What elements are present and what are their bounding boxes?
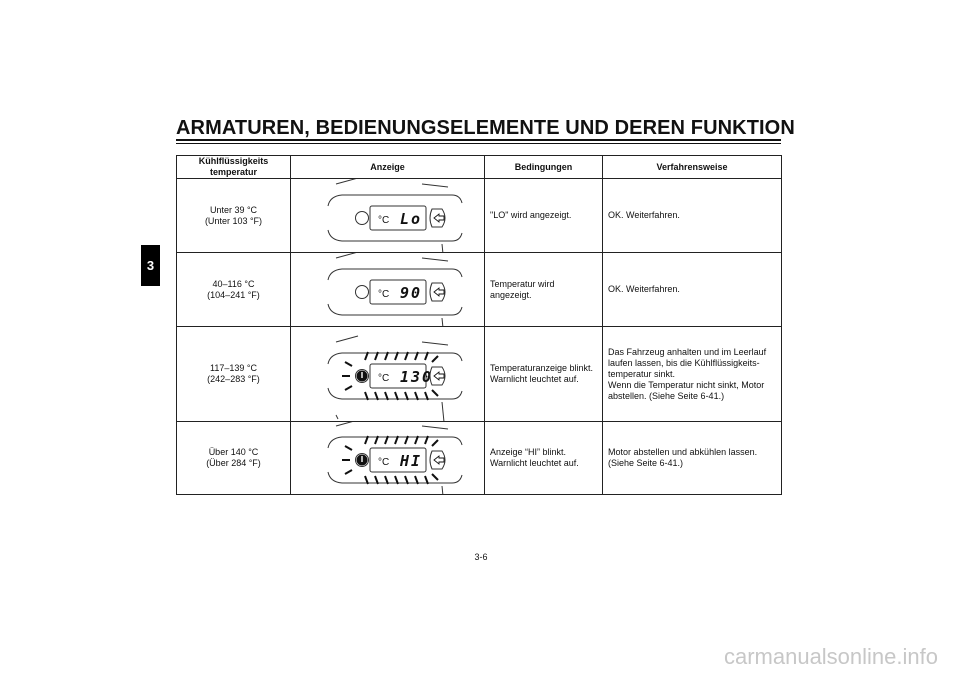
- lcd-reading: HI: [400, 452, 423, 470]
- blink-ray: [345, 386, 352, 390]
- table-row: [177, 327, 782, 422]
- cell-condition: [485, 179, 603, 253]
- cell-procedure: [603, 179, 782, 253]
- page-number: 3-6: [474, 552, 488, 562]
- header-procedure: Verfahrensweise: [603, 156, 782, 179]
- blink-ray: [345, 446, 352, 450]
- lcd-reading: Lo: [400, 210, 423, 228]
- blink-ray: [345, 362, 352, 366]
- cell-procedure: [603, 253, 782, 327]
- mode-button: [430, 451, 445, 469]
- arrow-left-icon: [434, 456, 444, 464]
- header-display: Anzeige: [291, 156, 485, 179]
- cell-procedure: [603, 422, 782, 495]
- housing-edge-line: [422, 258, 448, 261]
- condition-line: Temperatur wird angezeigt.: [490, 278, 555, 300]
- cell-temperature: [177, 327, 291, 422]
- mode-button: [430, 209, 445, 227]
- procedure-line: laufen lassen, bis die Kühlflüssigkeits-: [608, 357, 760, 368]
- procedure-line: OK. Weiterfahren.: [608, 210, 680, 220]
- cell-procedure: [603, 327, 782, 422]
- header-temperature-line: Kühlflüssigkeits: [198, 156, 269, 166]
- cell-temperature: [177, 179, 291, 253]
- lcd-reading: 130: [400, 368, 434, 386]
- temperature-display-illustration: [296, 253, 490, 326]
- temperature-line: (Über 284 °F): [206, 458, 261, 468]
- warning-lamp: [356, 212, 369, 225]
- cell-temperature: [177, 253, 291, 327]
- housing-edge-line: [422, 342, 448, 345]
- cell-condition: [485, 253, 603, 327]
- condition-line: Warnlicht leuchtet auf.: [490, 458, 579, 468]
- housing-edge-line: [336, 422, 358, 426]
- coolant-temperature-table: [176, 155, 782, 495]
- procedure-line: Motor abstellen und abkühlen lassen.: [608, 447, 758, 457]
- cell-temperature: [177, 422, 291, 495]
- housing-edge-line: [336, 179, 358, 184]
- blink-ray: [432, 440, 438, 446]
- table-row: [177, 179, 782, 253]
- temperature-line: Unter 39 °C: [209, 204, 258, 215]
- arrow-left-icon: [434, 288, 444, 296]
- display-housing-top: [328, 269, 462, 280]
- table-row: [177, 422, 782, 495]
- arrow-left-icon: [434, 372, 444, 380]
- display-housing-bottom: [328, 230, 462, 241]
- chapter-tab: 3: [141, 245, 160, 286]
- cell-condition: [485, 422, 603, 495]
- procedure-line: Das Fahrzeug anhalten und im Leerlauf: [608, 346, 767, 357]
- housing-edge-line: [442, 318, 444, 326]
- housing-edge-line: [422, 184, 448, 187]
- header-condition: Bedingungen: [485, 156, 603, 179]
- blink-ray: [432, 474, 438, 480]
- housing-edge-line: [442, 402, 444, 421]
- lcd-unit: °C: [378, 457, 390, 468]
- cell-condition: [485, 327, 603, 422]
- temperature-display-illustration: [296, 179, 490, 252]
- display-housing-top: [328, 195, 462, 206]
- temperature-display-illustration: [296, 327, 490, 421]
- title-rule: [176, 139, 781, 141]
- arrow-left-icon: [434, 214, 444, 222]
- header-temperature: [177, 156, 291, 179]
- condition-line: Warnlicht leuchtet auf.: [490, 374, 579, 384]
- procedure-line: Wenn die Temperatur nicht sinkt, Motor: [608, 379, 765, 390]
- housing-edge-line: [422, 426, 448, 429]
- title-rule-thin: [176, 143, 781, 144]
- blink-ray: [345, 470, 352, 474]
- mode-button: [430, 283, 445, 301]
- temperature-line: Über 140 °C: [208, 447, 259, 457]
- procedure-line: (Siehe Seite 6-41.): [608, 458, 684, 468]
- temperature-line: (Unter 103 °F): [204, 215, 263, 226]
- watermark: carmanualsonline.info: [723, 644, 938, 669]
- procedure-line: OK. Weiterfahren.: [608, 284, 680, 294]
- lcd-unit: °C: [378, 289, 390, 300]
- cell-display: [291, 253, 485, 327]
- housing-edge-line: [442, 486, 444, 494]
- temperature-line: (242–283 °F): [207, 374, 260, 384]
- temperature-line: 117–139 °C: [210, 363, 257, 373]
- page-title: ARMATUREN, BEDIENUNGSELEMENTE UND DEREN FUNKTION: [176, 117, 795, 139]
- table-header-row: [177, 156, 782, 179]
- display-housing-bottom: [328, 304, 462, 315]
- condition-line: Anzeige “HI” blinkt.: [490, 447, 567, 457]
- temperature-display-illustration: [296, 422, 490, 494]
- temperature-line: (104–241 °F): [207, 289, 260, 300]
- blink-ray: [432, 390, 438, 396]
- housing-edge-line: [336, 336, 358, 342]
- temperature-line: 40–116 °C: [212, 278, 255, 289]
- procedure-line: temperatur sinkt.: [608, 368, 676, 379]
- lcd-unit: °C: [378, 215, 390, 226]
- warning-lamp: [356, 286, 369, 299]
- cell-display: [291, 327, 485, 422]
- condition-line: Temperaturanzeige blinkt.: [490, 363, 594, 373]
- cell-display: [291, 179, 485, 253]
- housing-edge-line: [442, 244, 444, 252]
- condition-line: "LO" wird angezeigt.: [490, 210, 572, 220]
- housing-edge-line: [336, 415, 338, 419]
- lcd-unit: °C: [378, 373, 390, 384]
- header-temperature-line: temperatur: [209, 167, 257, 177]
- lcd-reading: 90: [400, 284, 423, 302]
- procedure-line: abstellen. (Siehe Seite 6-41.): [608, 390, 725, 401]
- table-row: [177, 253, 782, 327]
- cell-display: [291, 422, 485, 495]
- housing-edge-line: [336, 253, 358, 258]
- blink-ray: [432, 356, 438, 362]
